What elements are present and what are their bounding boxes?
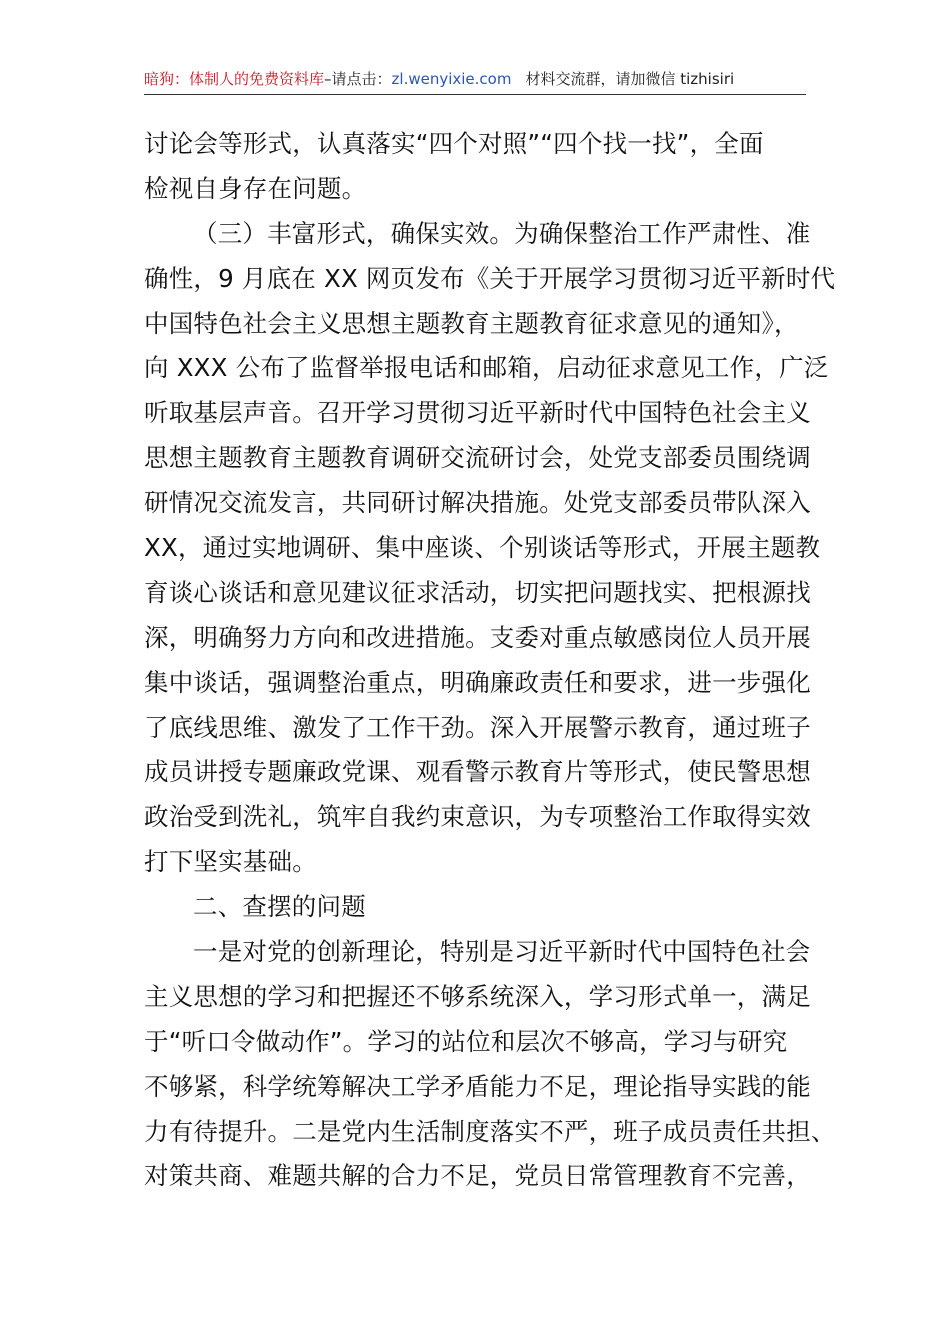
text-line: 听取基层声音。召开学习贯彻习近平新时代中国特色社会主义: [144, 398, 811, 428]
header-link[interactable]: zl.wenyixie.com: [391, 70, 512, 88]
text-line: 力有待提升。二是党内生活制度落实不严，班子成员责任共担、: [144, 1116, 836, 1146]
text-line: 向 XXX 公布了监督举报电话和邮箱，启动征求意见工作，广泛: [144, 353, 829, 383]
section-heading: 二、查摆的问题: [193, 892, 366, 922]
text-line: 研情况交流发言，共同研讨解决措施。处党支部委员带队深入: [144, 488, 811, 518]
text-line: 一是对党的创新理论，特别是习近平新时代中国特色社会: [193, 937, 811, 967]
text-line: 主义思想的学习和把握还不够系统深入，学习形式单一，满足: [144, 981, 811, 1011]
text-line: 不够紧，科学统筹解决工学矛盾能力不足，理论指导实践的能: [144, 1071, 811, 1101]
document-body: [144, 122, 836, 1199]
text-line: 政治受到洗礼，筑牢自我约束意识，为专项整治工作取得实效: [144, 802, 811, 832]
text-line: 深，明确努力方向和改进措施。支委对重点敏感岗位人员开展: [144, 622, 811, 652]
text-line: 中国特色社会主义思想主题教育主题教育征求意见的通知》，: [144, 308, 799, 338]
page-header: [144, 64, 806, 95]
text-line: 集中谈话，强调整治重点，明确廉政责任和要求，进一步强化: [144, 667, 811, 697]
text-line: XX，通过实地调研、集中座谈、个别谈话等形式，开展主题教: [144, 533, 821, 563]
header-brand: 暗狗：体制人的免费资料库: [144, 70, 325, 88]
header-separator: –请点击：: [324, 70, 392, 88]
text-line: 了底线思维、激发了工作干劲。深入开展警示教育，通过班子: [144, 712, 811, 742]
text-line: 确性，9 月底在 XX 网页发布《关于开展学习贯彻习近平新时代: [144, 263, 836, 293]
section-heading: （三）丰富形式，确保实效。为确保整治工作严肃性、准: [193, 218, 811, 248]
text-line: 育谈心谈话和意见建议征求活动，切实把问题找实、把根源找: [144, 577, 811, 607]
text-line: 于“听口令做动作”。学习的站位和层次不够高，学习与研究: [144, 1026, 788, 1056]
text-line: 思想主题教育主题教育调研交流研讨会，处党支部委员围绕调: [144, 443, 811, 473]
text-line: 打下坚实基础。: [144, 847, 317, 877]
text-line: 讨论会等形式，认真落实“四个对照”“四个找一找”，全面: [144, 129, 764, 158]
text-line: 检视自身存在问题。: [144, 173, 367, 203]
text-line: 成员讲授专题廉政党课、观看警示教育片等形式，使民警思想: [144, 757, 811, 787]
header-tail: 材料交流群，请加微信 tizhisiri: [525, 70, 735, 88]
text-line: 对策共商、难题共解的合力不足，党员日常管理教育不完善，: [144, 1161, 811, 1191]
